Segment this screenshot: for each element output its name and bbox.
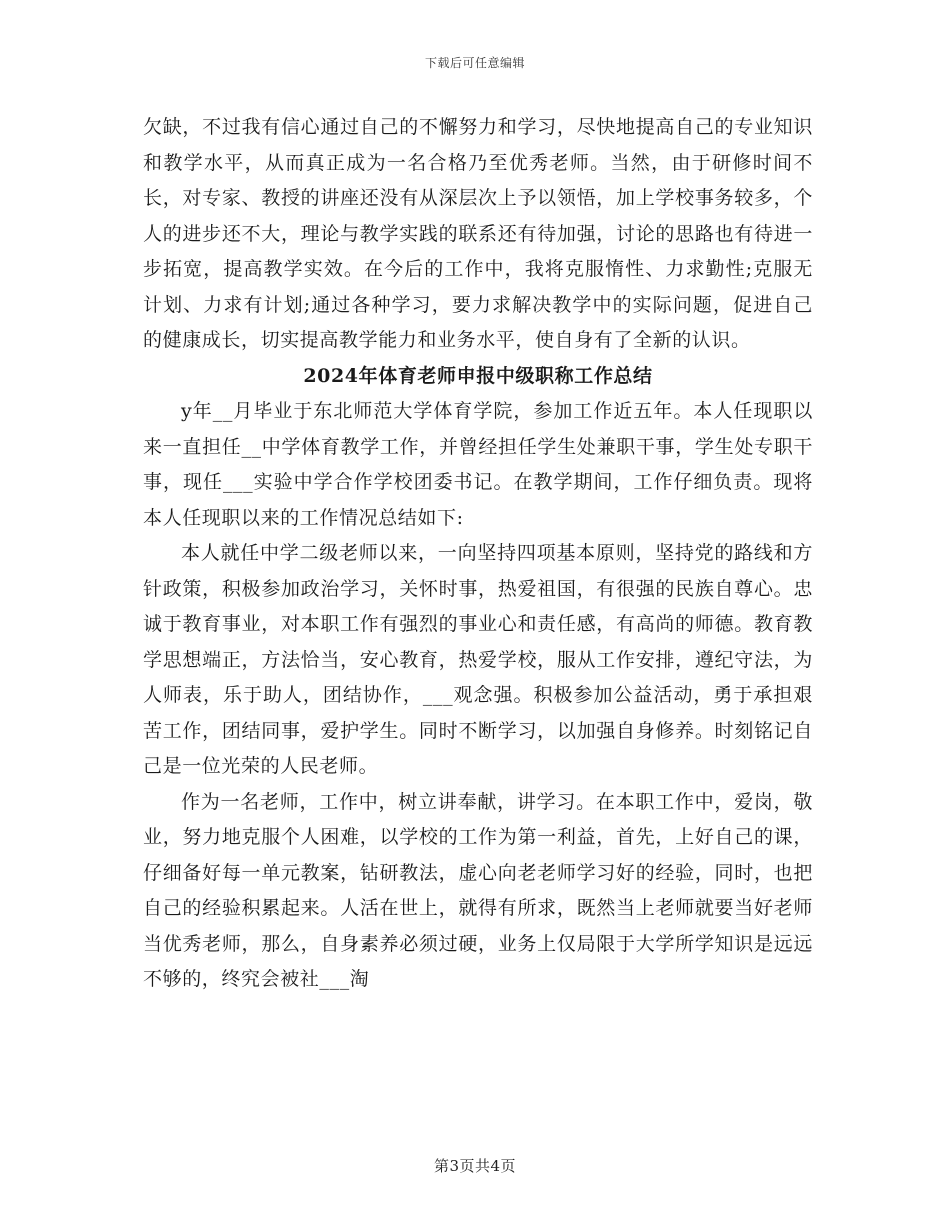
section-title: 2024年体育老师申报中级职称工作总结 — [303, 364, 653, 387]
paragraph-continuation: 欠缺，不过我有信心通过自己的不懈努力和学习，尽快地提高自己的专业知识和教学水平，从而真正成为一名合格乃至优秀老师。当然，由于研修时间不长，对专家、教授的讲座还没有从深层次上予以领悟，加上学校事务较多，个人的进步还不大，理论与教学实践的联系还有待加强，讨论的思路也有待进一步拓宽，提高教学实效。在今后的工作中，我将克服惰性、力求勤性;克服无计划、力求有计划;通过各种学习，要力求解决教学中的实际问题，促进自己的健康成长，切实提高教学能力和业务水平，使自身有了全新的认识。 — [143, 116, 813, 351]
paragraph-ethics: 本人就任中学二级老师以来，一向坚持四项基本原则，坚持党的路线和方针政策，积极参加政治学习，关怀时事，热爱祖国，有很强的民族自尊心。忠诚于教育事业，对本职工作有强烈的事业心和责任感，有高尚的师德。教育教学思想端正，方法恰当，安心教育，热爱学校，服从工作安排，遵纪守法，为人师表，乐于助人，团结协作，___观念强。积极参加公益活动，勇于承担艰苦工作，团结同事，爱护学生。同时不断学习，以加强自身修养。时刻铭记自己是一位光荣的人民老师。 — [143, 542, 813, 777]
paragraph-intro: y年__月毕业于东北师范大学体育学院，参加工作近五年。本人任现职以来一直担任__中学体育教学工作，并曾经担任学生处兼职干事，学生处专职干事，现任___实验中学合作学校团委书记。在教学期间，工作仔细负责。现将本人任现职以来的工作情况总结如下: — [143, 400, 813, 529]
page-footer: 第3页共4页 — [433, 1157, 517, 1175]
document-body — [143, 110, 813, 998]
paragraph-work: 作为一名老师，工作中，树立讲奉献，讲学习。在本职工作中，爱岗，敬业，努力地克服个人困难，以学校的工作为第一利益，首先，上好自己的课，仔细备好每一单元教案，钻研教法，虚心向老老师学习好的经验，同时，也把自己的经验积累起来。人活在世上，就得有所求，既然当上老师就要当好老师当优秀老师，那么，自身素养必须过硬，业务上仅局限于大学所学知识是远远不够的，终究会被社___淘 — [143, 790, 813, 990]
page-header-note: 下载后可任意编辑 — [424, 56, 525, 70]
